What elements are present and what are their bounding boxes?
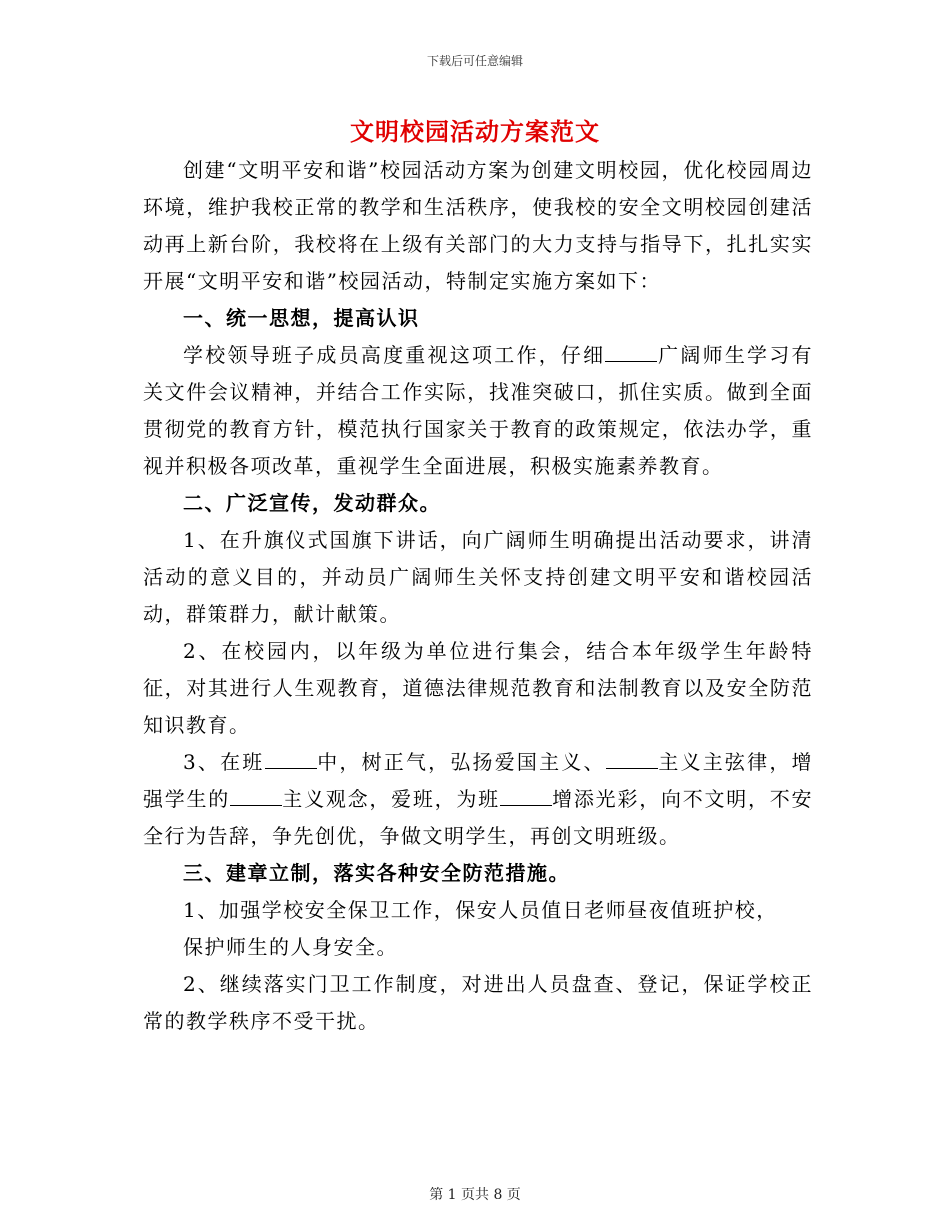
section-3-heading: 三、建章立制，落实各种安全防范措施。 — [183, 861, 570, 885]
document-title: 文明校园活动方案范文 — [350, 117, 600, 146]
item-3-text-c: 主义主弦律，增强学生的 — [143, 750, 814, 811]
header-note: 下载后可任意编辑 — [426, 54, 523, 68]
item-3-text-e: 增添光彩，向不文明，不安全行为告辞，争先创优，争做文明学生，再创文明班级。 — [143, 787, 814, 848]
section-2-heading: 二、广泛宣传，发动群众。 — [183, 491, 441, 515]
item-3-text-d: 主义观念，爱班，为班 — [282, 787, 500, 811]
section-3-item-2: 2、继续落实门卫工作制度，对进出人员盘查、登记，保证学校正常的教学秩序不受干扰。 — [143, 972, 813, 1033]
section-1-text-b: 广阔师生学习有关文件会议精神，并结合工作实际，找准突破口，抓住实质。做到全面贯彻党的教育方针，模范执行国家关于教育的政策规定，依法办学，重视并积极各项改革，重视学生全面进展，积极实施素养教育。 — [143, 343, 814, 478]
blank-line — [606, 746, 658, 769]
section-2-item-3 — [143, 744, 813, 855]
section-1-heading: 一、统一思想，提高认识 — [183, 306, 420, 330]
document-body — [143, 152, 813, 1040]
section-1-text-a: 学校领导班子成员高度重视这项工作，仔细 — [183, 343, 606, 367]
item-3-text-a: 3、在班 — [183, 750, 265, 774]
section-1-paragraph — [143, 337, 813, 485]
blank-line — [230, 783, 282, 806]
item-3-text-b: 中，树正气，弘扬爱国主义、 — [316, 750, 606, 774]
intro-paragraph: 创建“文明平安和谐”校园活动方案为创建文明校园，优化校园周边环境，维护我校正常的教学和生活秩序，使我校的安全文明校园创建活动再上新台阶，我校将在上级有关部门的大力支持与指导下，扎扎实实开展“文明平安和谐”校园活动，特制定实施方案如下： — [143, 158, 813, 293]
section-3-item-1-line-1: 1、加强学校安全保卫工作，保安人员值日老师昼夜值班护校， — [183, 898, 778, 922]
section-3-item-1-line-2: 保护师生的人身安全。 — [183, 935, 398, 959]
section-2-item-1: 1、在升旗仪式国旗下讲话，向广阔师生明确提出活动要求，讲清活动的意义目的，并动员广阔师生关怀支持创建文明平安和谐校园活动，群策群力，献计献策。 — [143, 528, 813, 626]
blank-line — [500, 783, 552, 806]
page-number: 第 1 页共 8 页 — [429, 1187, 521, 1203]
section-2-item-2: 2、在校园内，以年级为单位进行集会，结合本年级学生年龄特征，对其进行人生观教育，道德法律规范教育和法制教育以及安全防范知识教育。 — [143, 639, 813, 737]
blank-line — [605, 339, 657, 362]
blank-line — [265, 746, 317, 769]
